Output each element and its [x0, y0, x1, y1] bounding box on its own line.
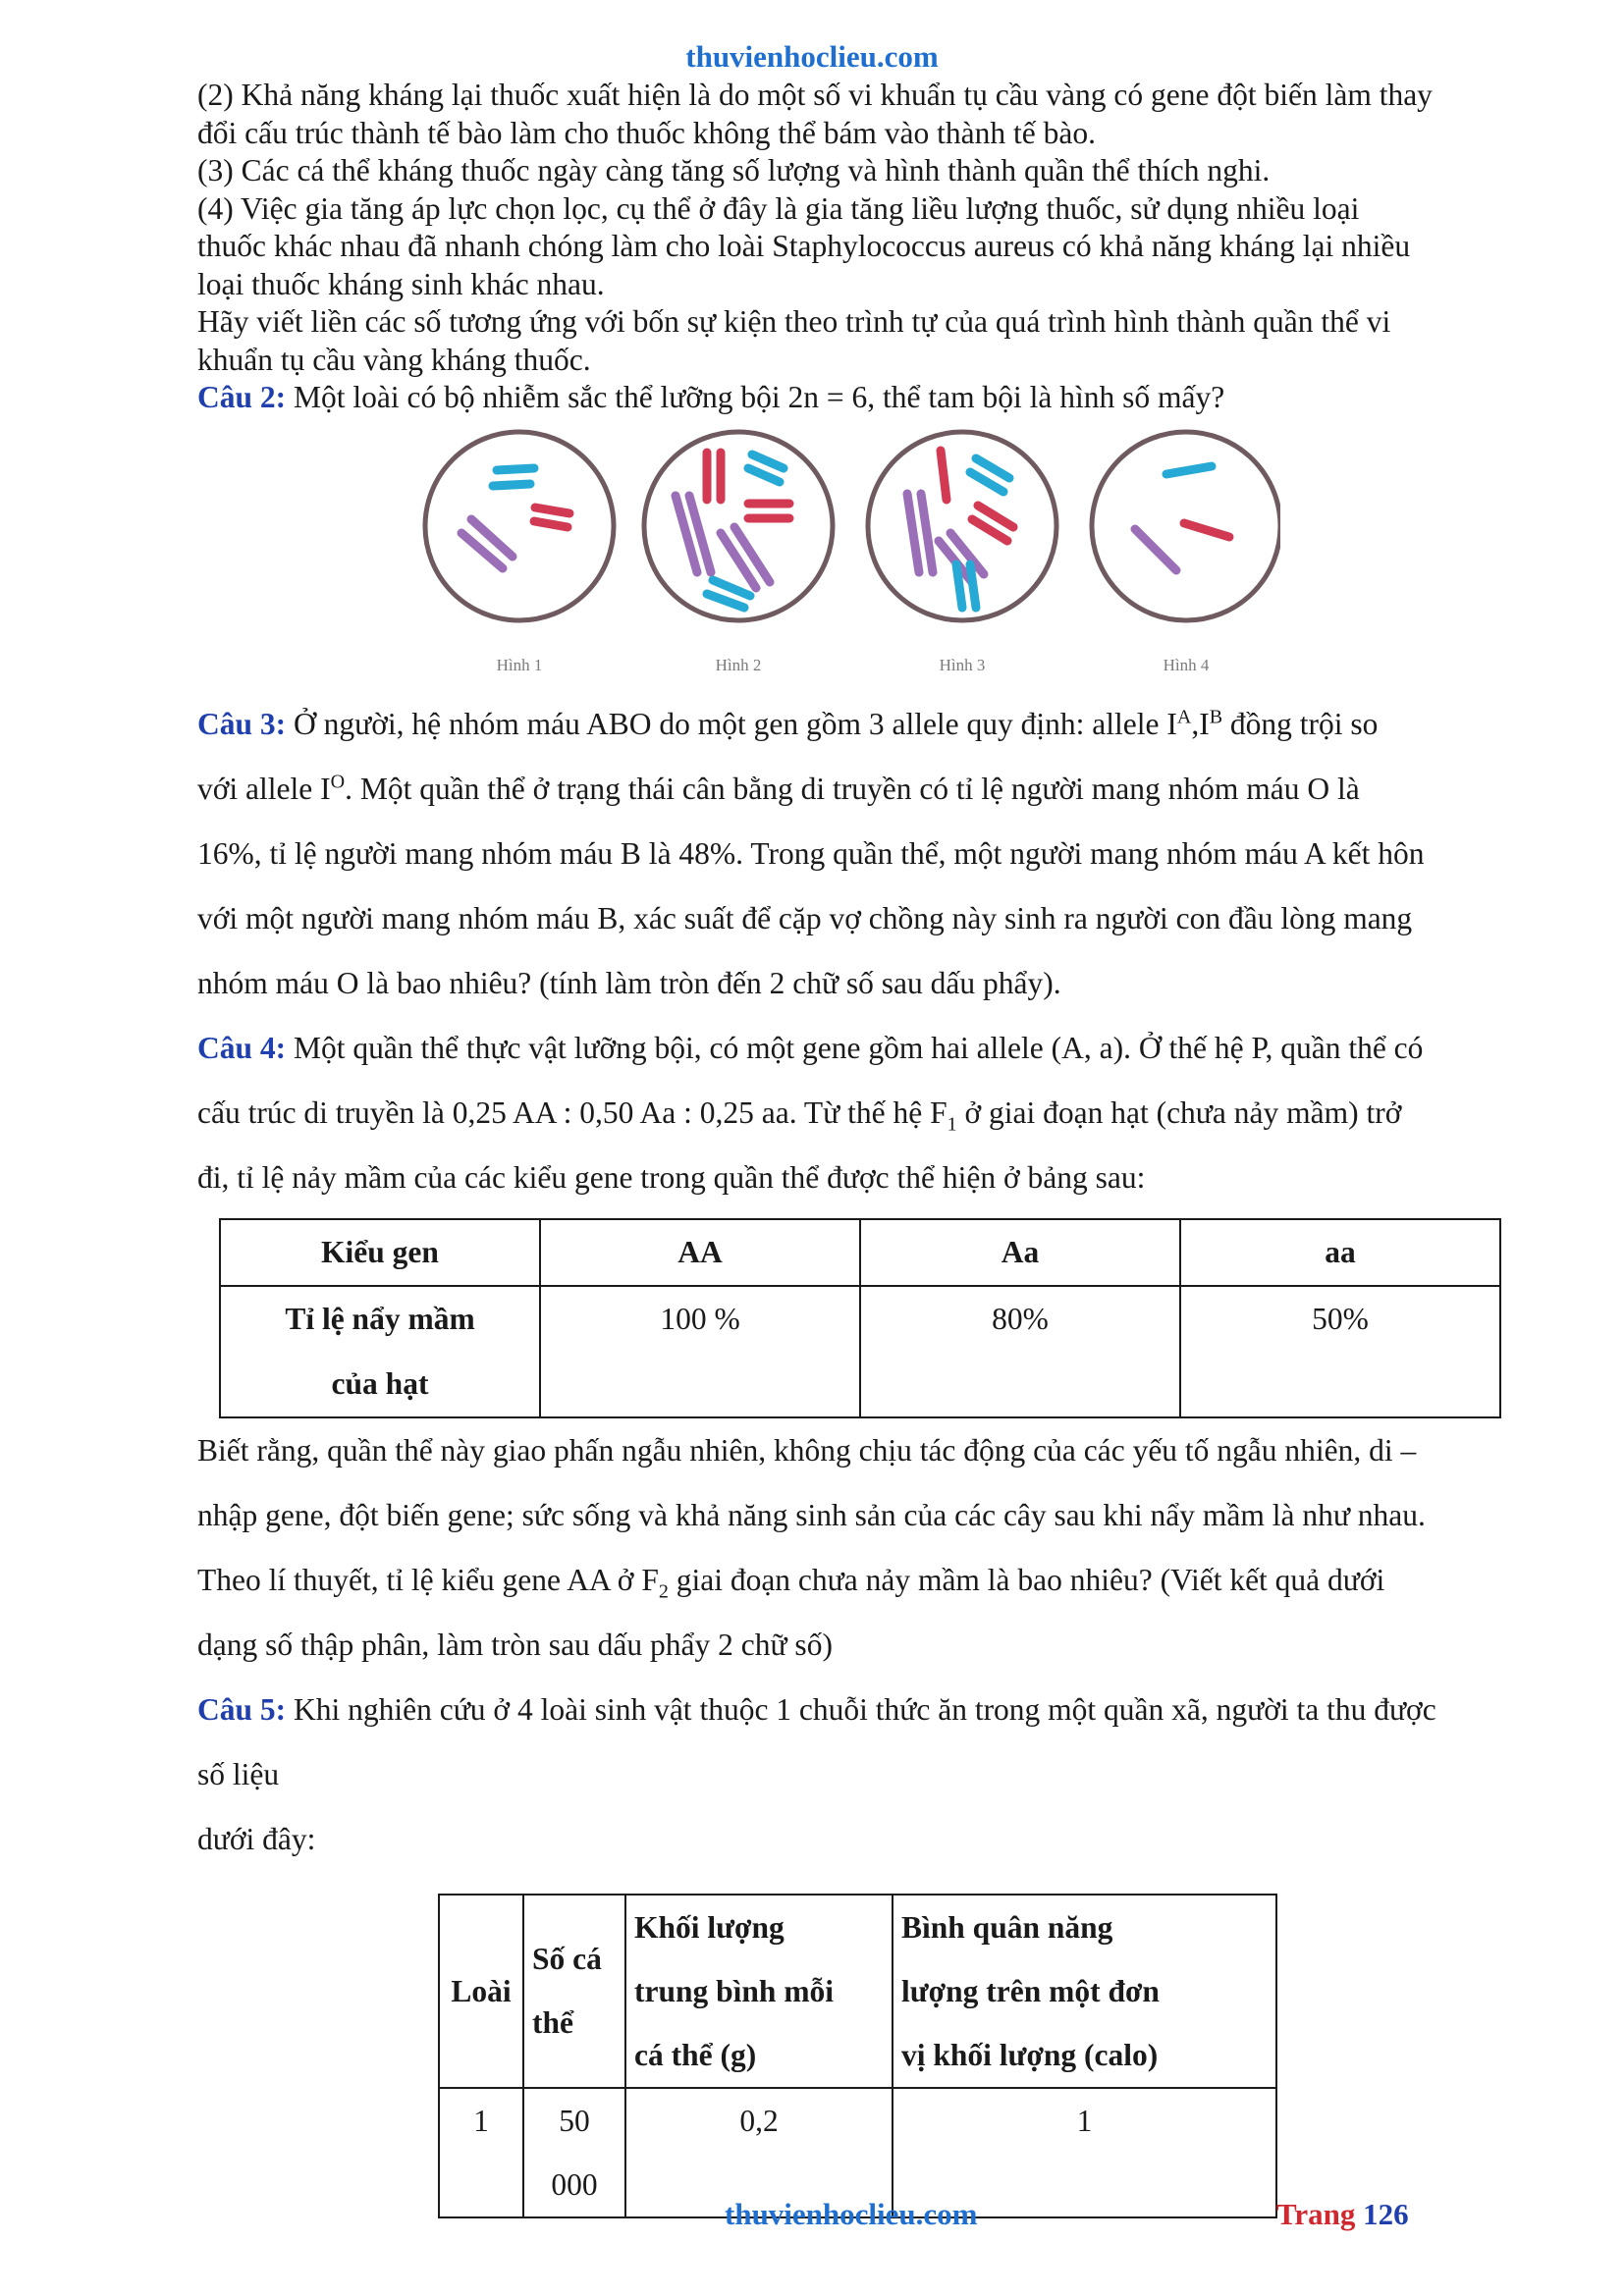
table-cell: 1	[439, 2088, 523, 2217]
allele-symbol: I	[320, 771, 331, 806]
table-row	[220, 1286, 1500, 1417]
separator: ,	[1191, 706, 1200, 741]
table-cell: 80%	[860, 1286, 1180, 1417]
table-row	[439, 1895, 1276, 2088]
q4-line: dạng số thập phân, làm tròn sau dấu phẩy 2 chữ số)	[197, 1627, 833, 1662]
q5-line: số liệu	[197, 1756, 280, 1791]
intro-line: đổi cấu trúc thành tế bào làm cho thuốc không thể bám vào thành tế bào.	[197, 115, 1096, 150]
cell-figure-1	[425, 432, 614, 620]
question-label: Câu 3:	[197, 706, 287, 741]
question-text: Một loài có bộ nhiễm sắc thể lưỡng bội 2n = 6, thể tam bội là hình số mấy?	[286, 380, 1225, 414]
content	[197, 77, 1529, 2218]
table-header-cell: aa	[1180, 1219, 1500, 1286]
generation-sub: 2	[658, 1579, 669, 1602]
q4-line	[197, 1548, 1529, 1613]
header-site-link[interactable]: thuvienhoclieu.com	[685, 39, 939, 74]
q5-text: Khi nghiên cứu ở 4 loài sinh vật thuộc 1 chuỗi thức ăn trong một quần xã, người ta thu được	[286, 1691, 1436, 1727]
germination-table	[219, 1218, 1501, 1418]
table-header-cell	[893, 1895, 1276, 2088]
q3-text: với allele	[197, 771, 321, 806]
table-row	[220, 1219, 1500, 1286]
cell-line: lượng trên một đơn	[901, 1973, 1160, 2008]
table-header-cell: Loài	[439, 1895, 523, 2088]
q4-text: Theo lí thuyết, tỉ lệ kiểu gene AA ở F	[197, 1562, 659, 1597]
cell-line: thể	[532, 2005, 573, 2040]
q4-line	[197, 1016, 1529, 1081]
question-5	[197, 1678, 1529, 2218]
q4-line: đi, tỉ lệ nảy mầm của các kiểu gene trong quần thể được thể hiện ở bảng sau:	[197, 1159, 1146, 1195]
cell-line: Bình quân năng	[901, 1909, 1113, 1945]
intro-line: (4) Việc gia tăng áp lực chọn lọc, cụ thể ở đây là gia tăng liều lượng thuốc, sử dụng nhiều loại	[197, 190, 1360, 226]
footer-site-link[interactable]: thuvienhoclieu.com	[725, 2197, 978, 2231]
cell-figure-3	[868, 432, 1056, 620]
q4-line	[197, 1081, 1529, 1146]
question-label: Câu 2:	[197, 380, 287, 414]
table-cell: 50 000	[523, 2088, 625, 2217]
q3-line: 16%, tỉ lệ người mang nhóm máu B là 48%. Trong quần thể, một người mang nhóm máu A kết hôn	[197, 835, 1425, 871]
question-label: Câu 4:	[197, 1030, 287, 1065]
question-label: Câu 5:	[197, 1691, 287, 1727]
cell-line: Số cá	[532, 1942, 602, 1976]
cell-figure-2	[644, 432, 833, 620]
q3-line: nhóm máu O là bao nhiêu? (tính làm tròn đến 2 chữ số sau dấu phẩy).	[197, 965, 1061, 1000]
intro-block	[197, 77, 1529, 379]
figure-caption-1: Hình 1	[496, 655, 543, 674]
question-2	[197, 379, 1529, 417]
allele-symbol: I	[1199, 706, 1210, 741]
figure-caption-4: Hình 4	[1163, 655, 1210, 674]
generation-sub: 1	[947, 1112, 957, 1135]
q5-line: dưới đây:	[197, 1821, 316, 1856]
intro-line: Hãy viết liền các số tương ứng với bốn sự kiện theo trình tự của quá trình hình thành quần thể vi	[197, 304, 1391, 339]
q4-line: nhập gene, đột biến gene; sức sống và khả năng sinh sản của các cây sau khi nẩy mầm là như nhau.	[197, 1497, 1426, 1532]
figure-caption-3: Hình 3	[939, 655, 986, 674]
intro-line: (2) Khả năng kháng lại thuốc xuất hiện là do một số vi khuẩn tụ cầu vàng có gene đột biến làm thay	[197, 78, 1433, 112]
q4-text: ở giai đoạn hạt (chưa nảy mầm) trở	[956, 1095, 1402, 1130]
table-cell: 100 %	[540, 1286, 860, 1417]
q3-line	[197, 757, 1529, 822]
q5-line	[197, 1678, 1529, 1742]
table-cell: 50%	[1180, 1286, 1500, 1417]
table-cell: 1	[893, 2088, 1276, 2217]
table-header-cell: AA	[540, 1219, 860, 1286]
table-header-cell: Kiểu gen	[220, 1219, 540, 1286]
chromosome-figure	[420, 425, 1280, 682]
question-4	[197, 1016, 1529, 1678]
q4-text: cấu trúc di truyền là 0,25 AA : 0,50 Aa : 0,25 aa. Từ thế hệ F	[197, 1095, 947, 1130]
q3-line	[197, 692, 1529, 757]
table-header-cell	[523, 1895, 625, 2088]
cell-line: của hạt	[331, 1365, 429, 1401]
allele-sup: O	[330, 771, 346, 792]
q3-line: với một người mang nhóm máu B, xác suất để cặp vợ chồng này sinh ra người con đầu lòng mang	[197, 900, 1413, 935]
page-number	[1276, 2197, 1409, 2232]
table-row-label	[220, 1286, 540, 1417]
page-number-value: 126	[1363, 2197, 1409, 2231]
table-header-cell	[625, 1895, 893, 2088]
species-table	[438, 1894, 1277, 2218]
q4-line: Biết rằng, quần thể này giao phấn ngẫu nhiên, không chịu tác động của các yếu tố ngẫu nhiên, di –	[197, 1432, 1417, 1468]
allele-sup: A	[1176, 706, 1192, 727]
intro-line: khuẩn tụ cầu vàng kháng thuốc.	[197, 342, 591, 377]
figure-caption-2: Hình 2	[715, 655, 762, 674]
cell-line: cá thể (g)	[634, 2037, 757, 2072]
table-header-cell: Aa	[860, 1219, 1180, 1286]
cell-line: Tỉ lệ nẩy mầm	[285, 1301, 475, 1336]
chromosome-figure-svg	[420, 425, 1280, 682]
q4-text: Một quần thể thực vật lưỡng bội, có một gene gồm hai allele (A, a). Ở thế hệ P, quần thể có	[286, 1030, 1424, 1065]
intro-line: (3) Các cá thể kháng thuốc ngày càng tăng số lượng và hình thành quần thể thích nghi.	[197, 153, 1271, 187]
allele-symbol: I	[1166, 706, 1177, 741]
q3-text: Ở người, hệ nhóm máu ABO do một gen gồm 3 allele quy định: allele	[286, 706, 1167, 741]
intro-line: thuốc khác nhau đã nhanh chóng làm cho loài Staphylococcus aureus có khả năng kháng lại nhiều	[197, 229, 1411, 263]
question-3	[197, 692, 1529, 1016]
cell-line: trung bình mỗi	[634, 1973, 835, 2008]
allele-sup: B	[1209, 706, 1223, 727]
q3-text: . Một quần thể ở trạng thái cân bằng di truyền có tỉ lệ người mang nhóm máu O là	[345, 771, 1360, 806]
intro-line: loại thuốc kháng sinh khác nhau.	[197, 266, 605, 301]
cell-line: Khối lượng	[634, 1909, 785, 1945]
page-label: Trang	[1276, 2197, 1356, 2231]
cell-line: vị khối lượng (calo)	[901, 2037, 1159, 2072]
q4-text: giai đoạn chưa nảy mầm là bao nhiêu? (Viết kết quả dưới	[668, 1562, 1385, 1597]
table-cell: 0,2	[625, 2088, 893, 2217]
cell-figure-4	[1092, 432, 1280, 620]
q3-text: đồng trội so	[1222, 706, 1379, 741]
